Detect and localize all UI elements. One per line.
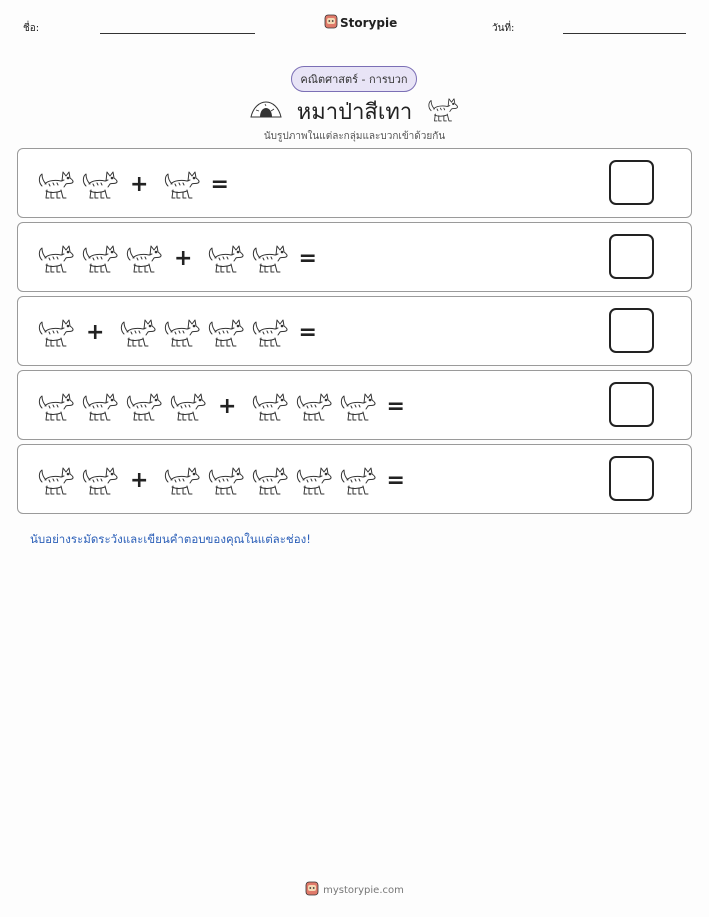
answer-box[interactable] — [609, 382, 654, 427]
answer-box[interactable] — [609, 234, 654, 279]
wolf-icon — [124, 238, 164, 278]
plus-sign: + — [130, 467, 149, 493]
wolf-icon — [206, 312, 246, 352]
title-row — [0, 92, 709, 130]
wolf-icon — [338, 460, 378, 500]
equals-sign: = — [298, 245, 317, 271]
equals-sign: = — [298, 319, 317, 345]
subject-badge: คณิตศาสตร์ - การบวก — [291, 66, 417, 92]
date-label: วันที่: — [492, 23, 515, 34]
wolf-icon — [124, 386, 164, 426]
wolf-icon — [36, 386, 76, 426]
wolf-icon — [36, 460, 76, 500]
plus-sign: + — [218, 393, 237, 419]
wolf-icon — [250, 460, 290, 500]
plus-sign: + — [174, 245, 193, 271]
wolf-icon — [36, 312, 76, 352]
problem-row — [17, 296, 692, 366]
wolf-icon — [162, 164, 202, 204]
answer-box[interactable] — [609, 160, 654, 205]
plus-sign: + — [130, 171, 149, 197]
footer — [0, 880, 709, 900]
problem-expression — [36, 297, 317, 367]
wolf-icon — [162, 460, 202, 500]
wolf-icon — [162, 312, 202, 352]
problem-row — [17, 370, 692, 440]
equals-sign: = — [386, 393, 405, 419]
footer-site: mystorypie.com — [323, 884, 404, 896]
wolf-icon — [206, 238, 246, 278]
wolf-icon — [426, 92, 460, 130]
equals-sign: = — [210, 171, 229, 197]
wolf-icon — [80, 238, 120, 278]
wolf-icon — [206, 460, 246, 500]
date-field[interactable] — [563, 33, 686, 34]
storypie-mascot-icon — [324, 13, 338, 33]
wolf-icon — [168, 386, 208, 426]
name-field[interactable] — [100, 33, 255, 34]
instruction-text: นับอย่างระมัดระวังและเขียนคำตอบของคุณในแต่ละช่อง! — [30, 532, 311, 546]
page-title: หมาป่าสีเทา — [296, 99, 413, 125]
wolf-icon — [36, 238, 76, 278]
wolf-icon — [250, 238, 290, 278]
wolf-icon — [36, 164, 76, 204]
wolf-icon — [338, 386, 378, 426]
problem-expression — [36, 223, 317, 293]
problem-expression — [36, 371, 405, 441]
plus-sign: + — [86, 319, 105, 345]
wolf-icon — [250, 386, 290, 426]
storypie-logo — [324, 13, 397, 33]
cave-icon — [249, 98, 283, 124]
problem-expression — [36, 149, 229, 219]
name-label: ชื่อ: — [23, 23, 40, 34]
brand-name: Storypie — [340, 16, 398, 30]
answer-box[interactable] — [609, 456, 654, 501]
storypie-mascot-icon — [305, 880, 319, 900]
wolf-icon — [80, 164, 120, 204]
wolf-icon — [118, 312, 158, 352]
wolf-icon — [80, 460, 120, 500]
problem-row — [17, 222, 692, 292]
equals-sign: = — [386, 467, 405, 493]
answer-box[interactable] — [609, 308, 654, 353]
page-subtitle: นับรูปภาพในแต่ละกลุ่มและบวกเข้าด้วยกัน — [263, 131, 446, 142]
problem-expression — [36, 445, 405, 515]
wolf-icon — [294, 386, 334, 426]
problem-row — [17, 444, 692, 514]
wolf-icon — [294, 460, 334, 500]
wolf-icon — [80, 386, 120, 426]
wolf-icon — [250, 312, 290, 352]
problem-row — [17, 148, 692, 218]
